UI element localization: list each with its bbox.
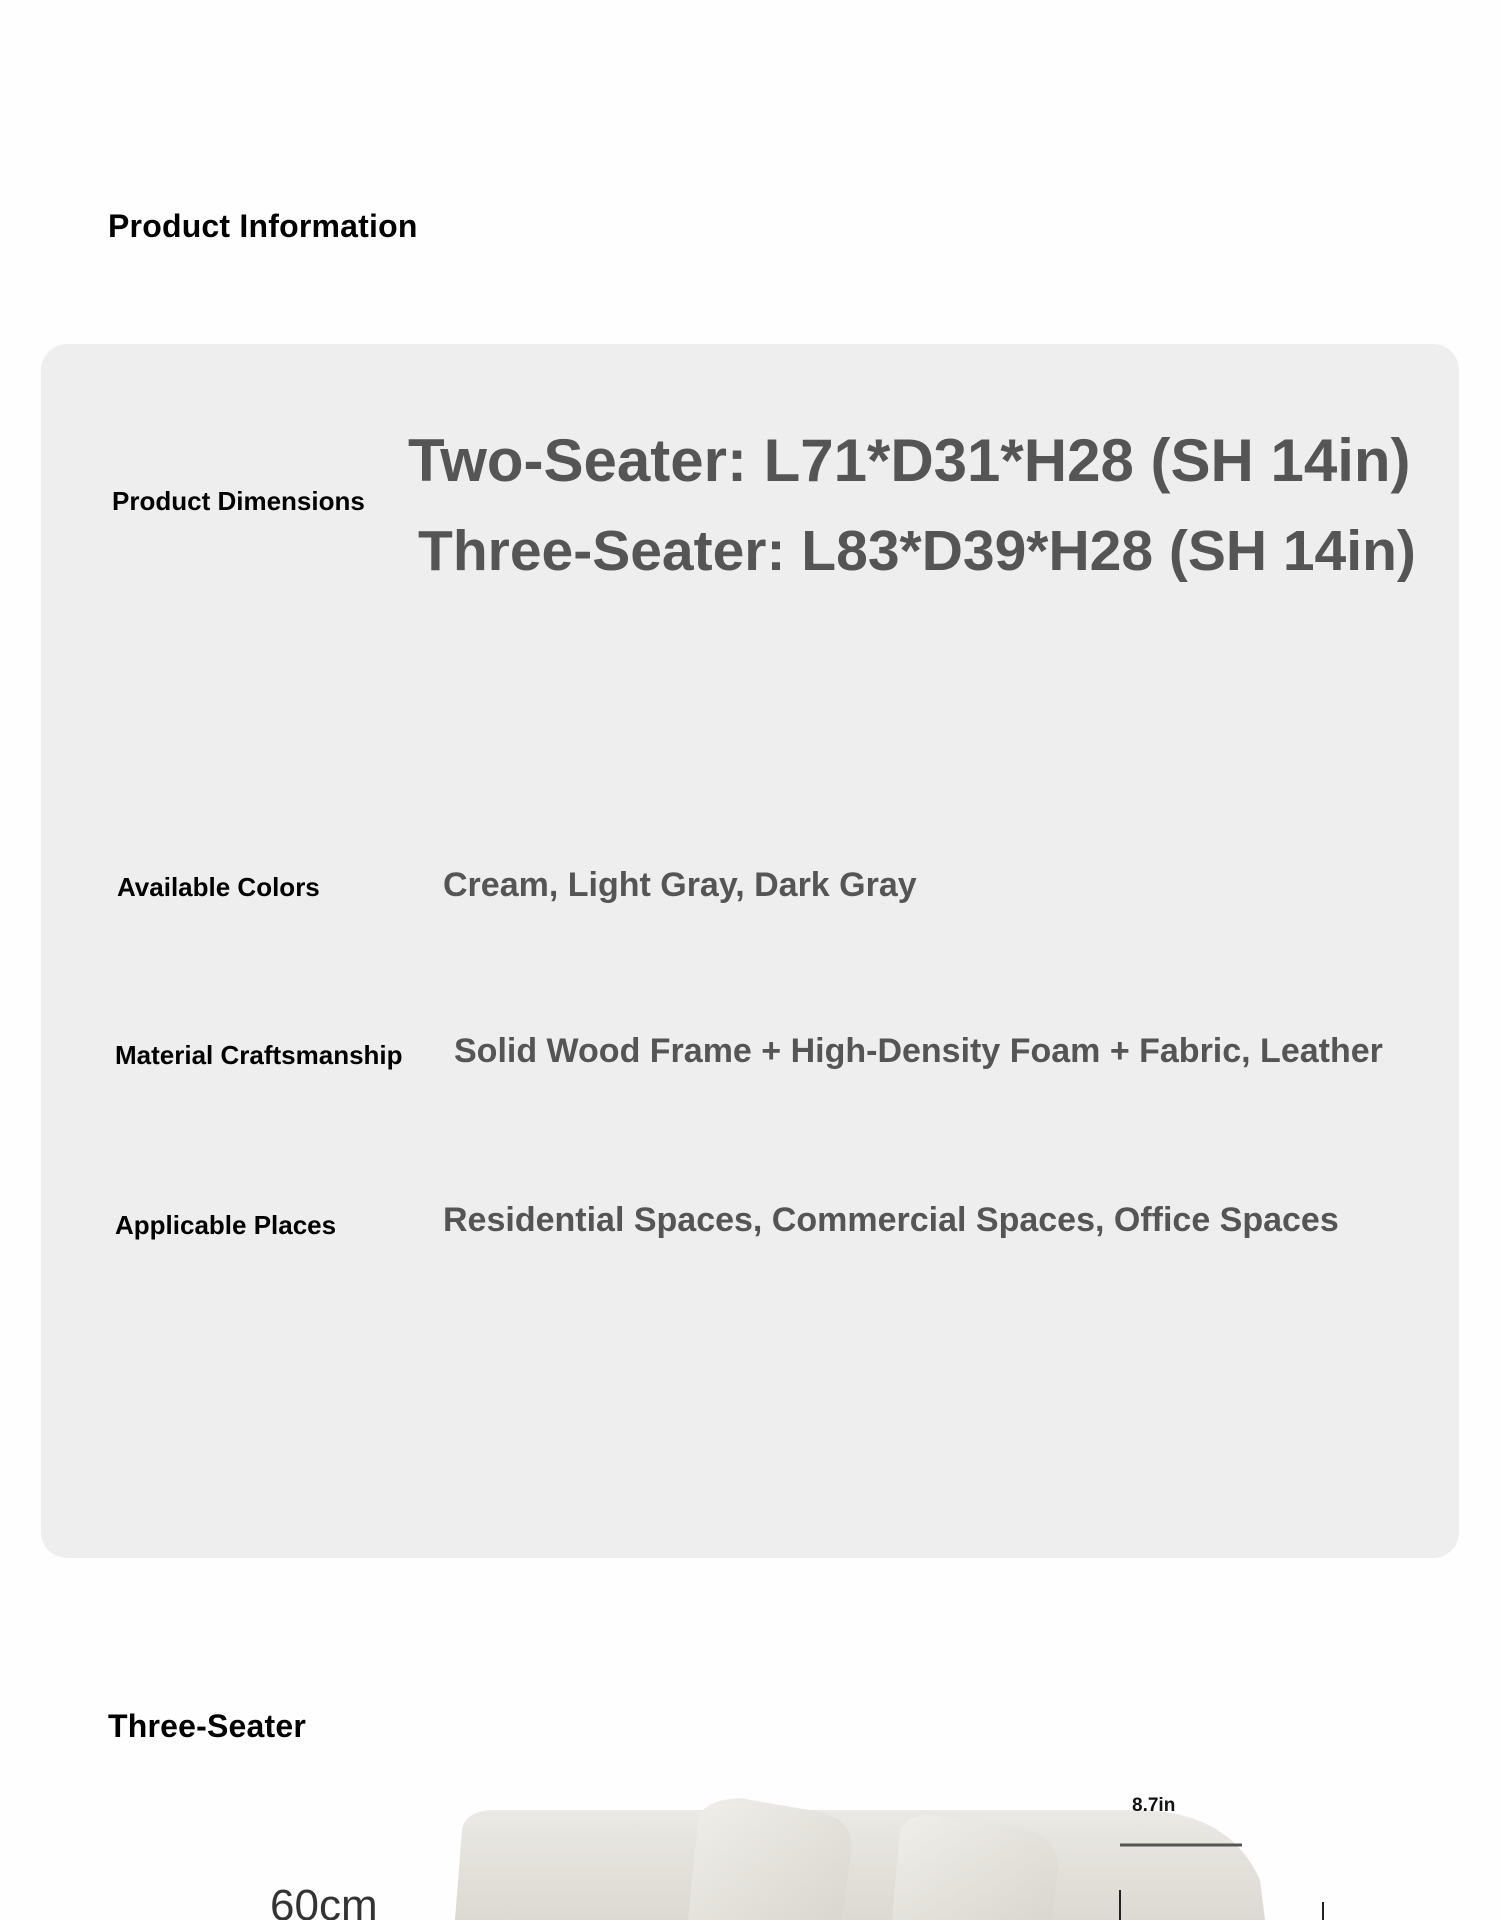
available-colors-label: Available Colors bbox=[117, 872, 320, 902]
cut-off-dimension-text: 60cm bbox=[270, 1881, 378, 1920]
applicable-places-value: Residential Spaces, Commercial Spaces, Office Spaces bbox=[443, 1201, 1339, 1239]
product-dimensions-label: Product Dimensions bbox=[112, 486, 365, 516]
material-craftsmanship-value: Solid Wood Frame + High-Density Foam + Fabric, Leather bbox=[454, 1032, 1383, 1070]
two-seater-dimensions: Two-Seater: L71*D31*H28 (SH 14in) bbox=[408, 427, 1411, 494]
three-seater-sofa-image bbox=[0, 1770, 1500, 1920]
sofa-backrest bbox=[455, 1810, 1265, 1920]
applicable-places-label: Applicable Places bbox=[115, 1210, 337, 1240]
material-craftsmanship-label: Material Craftsmanship bbox=[115, 1040, 403, 1070]
pillow-left bbox=[688, 1798, 851, 1920]
product-information-heading: Product Information bbox=[108, 208, 418, 244]
available-colors-value: Cream, Light Gray, Dark Gray bbox=[443, 866, 917, 904]
arm-width-label: 8.7in bbox=[1132, 1795, 1176, 1816]
three-seater-dimensions: Three-Seater: L83*D39*H28 (SH 14in) bbox=[418, 519, 1416, 583]
sofa-illustration bbox=[0, 1770, 1500, 1920]
three-seater-heading: Three-Seater bbox=[108, 1708, 307, 1744]
